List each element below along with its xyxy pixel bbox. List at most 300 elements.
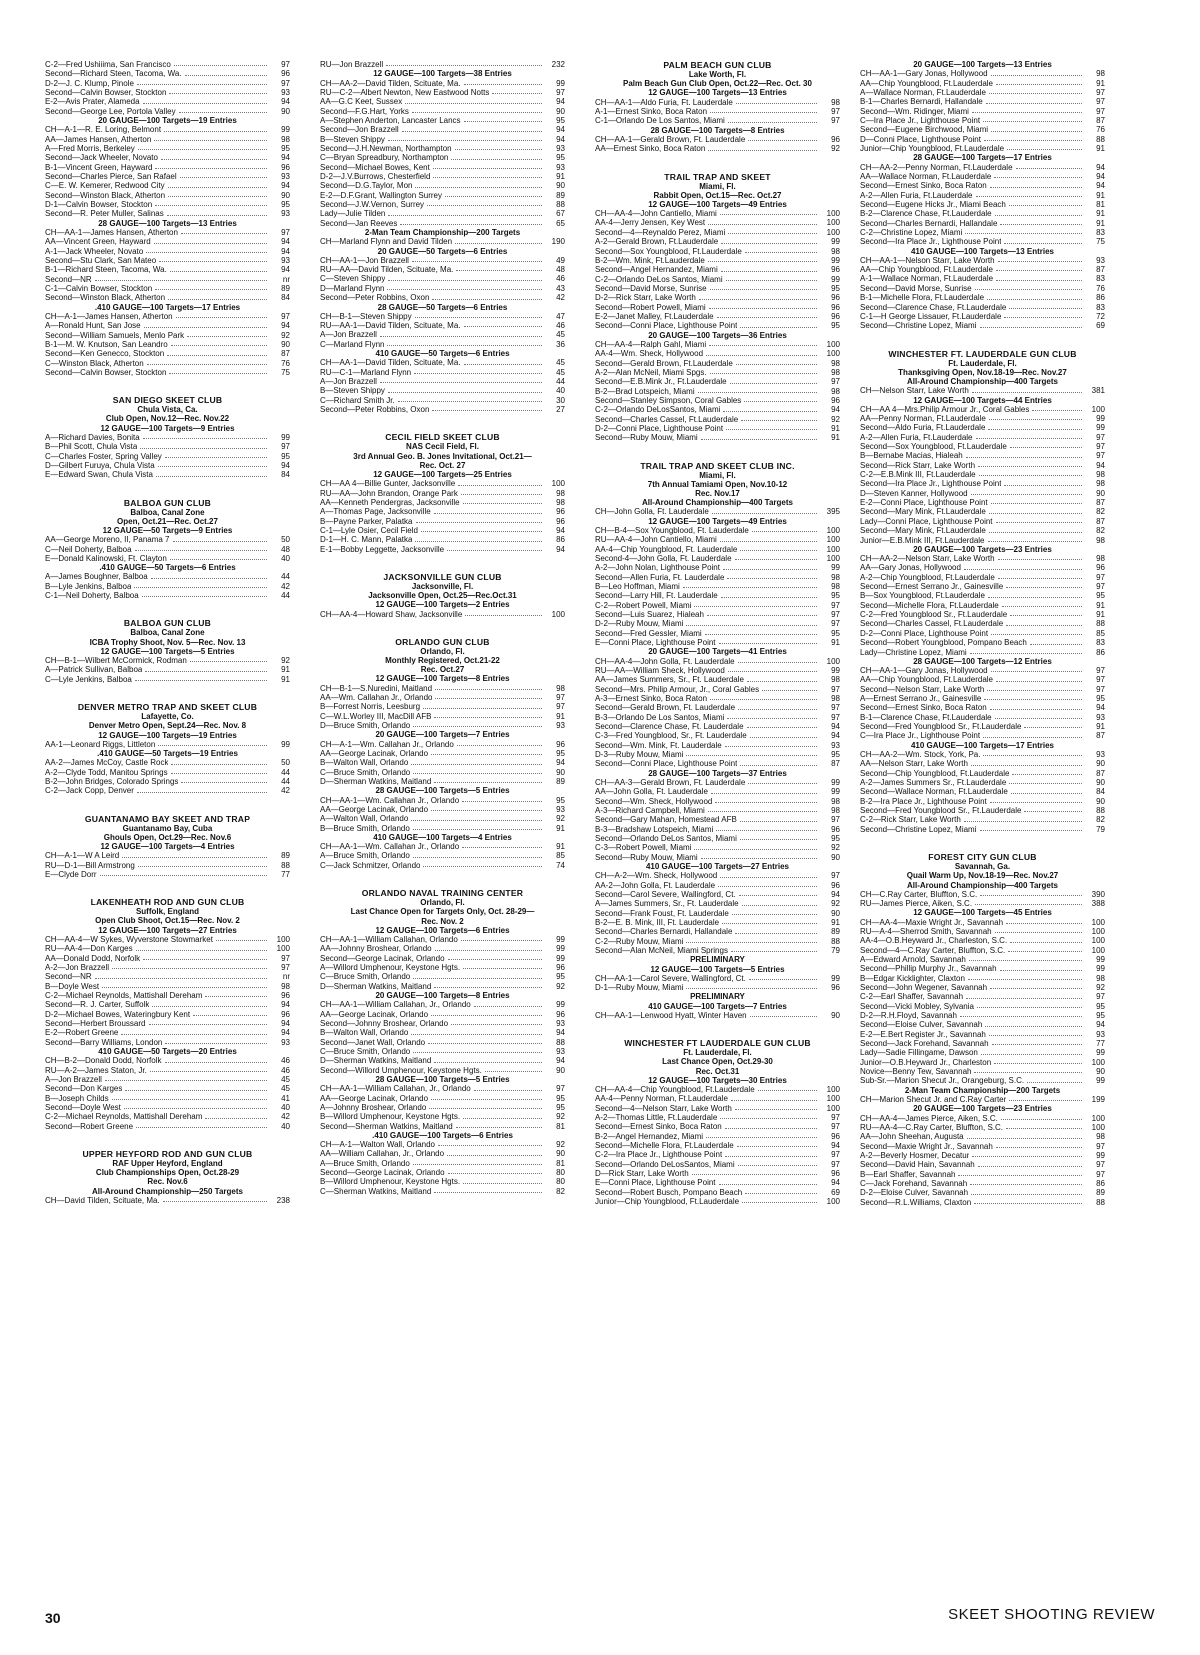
shooter-name: CH—AA-4—John Golla, Ft. Lauderdale <box>595 656 735 666</box>
result-row <box>860 638 1105 647</box>
dot-leader <box>742 899 817 905</box>
dot-leader <box>462 842 542 848</box>
dot-leader <box>958 1170 1082 1176</box>
dot-leader <box>174 60 267 66</box>
shooter-name: AA—Kenneth Pendergras, Jacksonville <box>320 497 460 507</box>
score: 98 <box>831 358 840 368</box>
score: 88 <box>556 1037 565 1047</box>
result-row <box>860 750 1105 759</box>
result-row <box>860 200 1105 209</box>
dot-leader <box>1004 312 1082 318</box>
dot-leader <box>434 982 542 988</box>
dot-leader <box>683 582 817 588</box>
result-row <box>320 1056 565 1065</box>
shooter-name: AA-4—Penny Norman, Ft.Lauderdale <box>595 1094 728 1104</box>
result-row <box>595 685 840 694</box>
result-row <box>45 1019 290 1028</box>
club-subheading: Last Chance Open for Targets Only, Oct. 28-29— <box>350 907 535 917</box>
club-section <box>45 60 290 377</box>
result-row <box>860 1170 1105 1179</box>
score: 65 <box>556 218 565 228</box>
shooter-name: Second—Clarence Chase, Ft.Lauderdale <box>860 302 1007 312</box>
score: 50 <box>281 535 290 545</box>
score: 90 <box>1096 488 1105 498</box>
event-heading: 12 GAUGE—100 Targets—45 Entries <box>913 908 1052 918</box>
shooter-name: C-2—Fred Ushiiima, San Francisco <box>45 60 171 69</box>
score: 96 <box>281 1009 290 1019</box>
score: 90 <box>556 181 565 191</box>
score: 99 <box>556 953 565 963</box>
result-row <box>320 777 565 786</box>
result-row <box>595 573 840 582</box>
event-heading: 12 GAUGE—100 Targets—44 Entries <box>913 395 1052 405</box>
result-row <box>595 1160 840 1169</box>
result-row <box>595 797 840 806</box>
shooter-name: AA—James Summers, Sr., Ft. Lauderdale <box>595 675 744 685</box>
result-row <box>860 554 1105 563</box>
result-row <box>860 293 1105 302</box>
shooter-name: Junior—E.B.Mink III, Ft.Lauderdale <box>860 535 985 545</box>
score: 93 <box>556 804 565 814</box>
shooter-name: A-2—Alan McNeil, Miami Spgs. <box>595 367 707 377</box>
result-row <box>860 144 1105 153</box>
dot-leader <box>1010 442 1082 448</box>
result-row <box>860 731 1105 740</box>
result-row <box>595 368 840 377</box>
result-row <box>595 433 840 442</box>
club-subheading: Last Chance Open, Oct.29-30 <box>662 1057 773 1067</box>
score: 97 <box>281 60 290 69</box>
score: 99 <box>831 973 840 983</box>
dot-leader <box>124 1103 267 1109</box>
shooter-name: D-2—Michael Bowes, Wateringbury Kent <box>45 1009 191 1019</box>
shooter-name: Second—George Lacinak, Orlando <box>320 953 445 963</box>
shooter-name: A—Willord Umphenour, Keystone Hgts. <box>320 962 461 972</box>
result-row <box>45 944 290 953</box>
shooter-name: Second—Charles Cassel, Ft.Lauderdale <box>595 414 739 424</box>
result-row <box>45 452 290 461</box>
dot-leader <box>989 1030 1082 1036</box>
dot-leader <box>411 814 542 820</box>
score: 97 <box>1096 1169 1105 1179</box>
club-name: ORLANDO GUN CLUB <box>395 636 490 647</box>
page-number: 30 <box>45 1610 61 1626</box>
score: 27 <box>556 405 565 415</box>
event-heading: 12 GAUGE—100 Targets—9 Entries <box>100 423 235 433</box>
score: 100 <box>1091 936 1105 946</box>
result-row <box>595 1141 840 1150</box>
shooter-name: AA—John Sheehan, Augusta <box>860 1132 964 1142</box>
shooter-name: A—Bruce Smith, Orlando <box>320 1158 410 1168</box>
result-row <box>860 890 1105 899</box>
dot-leader <box>709 340 817 346</box>
shooter-name: Second—Luis Suarez, Hialeah <box>595 610 704 620</box>
shooter-name: Second—Ira Place Jr., Lighthouse Point <box>860 237 1002 247</box>
score: 79 <box>831 946 840 955</box>
score: 87 <box>281 349 290 359</box>
club-subheading: Orlando, Fl. <box>420 646 465 656</box>
score: 90 <box>556 767 565 777</box>
shooter-name: B-1—Vincent Green, Hayward <box>45 162 153 172</box>
dot-leader <box>735 554 817 560</box>
result-row <box>595 946 840 955</box>
dot-leader <box>434 712 542 718</box>
score: 99 <box>1096 414 1105 424</box>
result-row <box>45 125 290 134</box>
result-row <box>45 870 290 879</box>
score: 93 <box>1096 1029 1105 1039</box>
event-heading: 20 GAUGE—100 Targets—41 Entries <box>648 647 787 657</box>
shooter-name: CH—John Golla, Ft. Lauderdale <box>595 507 709 517</box>
score: 94 <box>556 544 565 554</box>
shooter-name: Second—Barry Williams, London <box>45 1037 163 1047</box>
shooter-name: CH—AA-1—Aldo Furia, Ft. Lauderdale <box>595 97 733 107</box>
dot-leader <box>960 1011 1082 1017</box>
result-row <box>860 591 1105 600</box>
club-name: JACKSONVILLE GUN CLUB <box>383 571 502 582</box>
score: 44 <box>281 776 290 786</box>
result-row <box>320 1122 565 1131</box>
result-row <box>320 237 565 246</box>
result-row <box>595 1150 840 1159</box>
score: 42 <box>556 293 565 303</box>
club-section <box>45 395 290 479</box>
score: 95 <box>831 834 840 844</box>
score: 95 <box>556 795 565 805</box>
shooter-name: RU—C-1—Marland Flynn <box>320 367 412 377</box>
result-row <box>595 424 840 433</box>
result-row <box>860 797 1105 806</box>
dot-leader <box>984 694 1082 700</box>
dot-leader <box>970 648 1082 654</box>
shooter-name: AA—Donald Dodd, Norfolk <box>45 953 141 963</box>
score: 82 <box>1096 507 1105 517</box>
shooter-name: Second—Maxie Wright Jr., Savannah <box>860 1141 993 1151</box>
result-row <box>45 181 290 190</box>
event-heading: 28 GAUGE—100 Targets—12 Entries <box>913 656 1052 666</box>
result-row <box>595 601 840 610</box>
dot-leader <box>431 805 542 811</box>
result-row <box>320 386 565 395</box>
result-row <box>860 666 1105 675</box>
dot-leader <box>105 1075 267 1081</box>
club-subheading: Savannah, Ga. <box>954 862 1011 872</box>
score: 98 <box>1096 1132 1105 1142</box>
shooter-name: A-2—Chip Youngblood, Ft.Lauderdale <box>860 572 995 582</box>
dot-leader <box>412 107 542 113</box>
shooter-name: Second—Eugene Hicks Jr., Miami Beach <box>860 199 1006 209</box>
result-row <box>860 470 1105 479</box>
dot-leader <box>434 777 542 783</box>
score: 98 <box>556 683 565 693</box>
shooter-name: B—Steven Shippy <box>320 134 385 144</box>
club-subheading: Rec. Oct.27 <box>420 665 465 675</box>
event-heading: 28 GAUGE—100 Targets—13 Entries <box>98 218 237 228</box>
dot-leader <box>1006 582 1082 588</box>
dot-leader <box>740 321 817 327</box>
result-row <box>320 526 565 535</box>
score: 100 <box>1091 945 1105 955</box>
dot-leader <box>978 461 1082 467</box>
dot-leader <box>438 1140 542 1146</box>
shooter-name: RU—AA—David Tilden, Scituate, Ma. <box>320 265 454 275</box>
dot-leader <box>136 1122 267 1128</box>
dot-leader <box>154 135 267 141</box>
score: 75 <box>1096 237 1105 247</box>
score: 97 <box>556 1084 565 1094</box>
shooter-name: B—Joseph Childs <box>45 1093 109 1103</box>
score: 93 <box>556 143 565 153</box>
score: 92 <box>1096 983 1105 992</box>
score: 94 <box>1096 460 1105 470</box>
score: 96 <box>831 311 840 321</box>
shooter-name: B-1—Michelle Flora, Ft.Lauderdale <box>860 293 985 303</box>
score: 95 <box>556 1102 565 1112</box>
dot-leader <box>1000 219 1082 225</box>
club-subheading: Chula Vista, Ca. <box>137 405 198 415</box>
dot-leader <box>1011 787 1082 793</box>
dot-leader <box>728 116 817 122</box>
result-row <box>320 1112 565 1121</box>
event-heading: 28 GAUGE—50 Targets—6 Entries <box>377 302 508 312</box>
result-row <box>45 79 290 88</box>
result-row <box>320 740 565 749</box>
result-row <box>860 1114 1105 1123</box>
result-row <box>595 387 840 396</box>
shooter-name: AA—Gary Jonas, Hollywood <box>860 563 961 573</box>
shooter-name: Second—Orlando DeLosSantos, Miami <box>595 1159 735 1169</box>
result-row <box>860 582 1105 591</box>
score: 91 <box>1096 610 1105 620</box>
dot-leader <box>983 116 1082 122</box>
dot-leader <box>1009 303 1082 309</box>
shooter-name: Second—David Hain, Savannah <box>860 1160 975 1170</box>
shooter-name: B—Forrest Norris, Leesburg <box>320 702 421 712</box>
result-row <box>595 890 840 899</box>
result-row <box>595 275 840 284</box>
dot-leader <box>187 331 267 337</box>
dot-leader <box>432 293 542 299</box>
dot-leader <box>726 275 817 281</box>
dot-leader <box>402 125 542 131</box>
club-subheading: Suffolk, England <box>135 907 200 917</box>
score: 93 <box>556 1046 565 1056</box>
score: 97 <box>556 693 565 703</box>
dot-leader <box>169 368 267 374</box>
result-row <box>320 935 565 944</box>
dot-leader <box>161 153 267 159</box>
dot-leader <box>748 135 817 141</box>
score: 93 <box>1096 255 1105 265</box>
dot-leader <box>135 675 267 681</box>
dot-leader <box>725 741 817 747</box>
score: 42 <box>281 581 290 591</box>
score: 95 <box>556 153 565 163</box>
shooter-name: B—Phil Scott, Chula Vista <box>45 442 138 452</box>
score: 100 <box>551 479 565 489</box>
result-row <box>320 702 565 711</box>
result-row <box>320 312 565 321</box>
dot-leader <box>400 219 542 225</box>
score: 100 <box>826 535 840 545</box>
result-row <box>860 1142 1105 1151</box>
event-heading: 410 GAUGE—50 Targets—20 Entries <box>98 1047 237 1057</box>
shooter-name: Second—Conni Place, Lighthouse Point <box>595 759 738 769</box>
result-row <box>320 1028 565 1037</box>
shooter-name: CH—B-1—S.Nuredini, Maitland <box>320 683 433 693</box>
result-row <box>860 116 1105 125</box>
dot-leader <box>710 368 817 374</box>
dot-leader <box>699 293 817 299</box>
shooter-name: B—Leo Hoffman, Miami <box>595 582 680 592</box>
result-row <box>860 713 1105 722</box>
club-name: PALM BEACH GUN CLUB <box>663 60 772 70</box>
shooter-name: CH—Nelson Starr, Lake Worth <box>860 386 969 396</box>
shooter-name: CH—A-1—Wm. Callahan Jr., Orlando <box>320 739 454 749</box>
score: 83 <box>1096 274 1105 284</box>
dot-leader <box>974 1198 1082 1204</box>
event-heading: .410 GAUGE—50 Targets—6 Entries <box>99 563 236 573</box>
shooter-name: C-2—Fred Youngblood Sr., Ft.Lauderdale <box>860 610 1008 620</box>
column-1 <box>45 60 290 1213</box>
dot-leader <box>991 125 1082 131</box>
dot-leader <box>1000 964 1082 970</box>
shooter-name: Second—Eloise Culver, Savannah <box>860 1020 983 1030</box>
result-row <box>320 293 565 302</box>
result-row <box>595 1113 840 1122</box>
dot-leader <box>156 470 267 476</box>
result-row <box>45 275 290 284</box>
shooter-name: D—Gilbert Furuya, Chula Vista <box>45 460 155 470</box>
score: 96 <box>831 134 840 144</box>
result-row <box>595 1104 840 1113</box>
score: 100 <box>826 218 840 228</box>
dot-leader <box>169 88 267 94</box>
shooter-name: RU—AA-4—Don Karges <box>45 944 133 954</box>
club-section <box>595 1038 840 1206</box>
event-heading: 12 GAUGE—100 Targets—49 Entries <box>648 199 787 209</box>
result-row <box>45 200 290 209</box>
score: 96 <box>831 265 840 275</box>
score: 95 <box>556 972 565 982</box>
score: 100 <box>826 1085 840 1094</box>
event-heading: 410 GAUGE—100 Targets—4 Entries <box>373 832 512 842</box>
result-row <box>320 1187 565 1196</box>
dot-leader <box>983 731 1082 737</box>
score: 99 <box>1096 1048 1105 1058</box>
event-heading: All-Around Championship—400 Targets <box>907 880 1058 890</box>
dot-leader <box>752 526 817 532</box>
score: 100 <box>826 553 840 563</box>
score: 94 <box>281 1000 290 1010</box>
event-heading: 12 GAUGE—50 Targets—9 Entries <box>102 526 233 535</box>
dot-leader <box>464 116 542 122</box>
dot-leader <box>216 935 267 941</box>
result-row <box>860 974 1105 983</box>
result-row <box>860 563 1105 572</box>
club-subheading: 3rd Annual Geo. B. Jones Invitational, Oct.21— <box>353 451 532 461</box>
score: 94 <box>281 460 290 470</box>
score: 40 <box>556 386 565 396</box>
event-heading: 410 GAUGE—100 Targets—13 Entries <box>910 246 1055 256</box>
score: 97 <box>831 815 840 825</box>
shooter-name: B—Bernabe Macias, Hialeah <box>860 451 963 461</box>
score: 90 <box>1096 778 1105 788</box>
dot-leader <box>721 591 817 597</box>
score: 99 <box>831 255 840 265</box>
shooter-name: E-2—Janet Malley, Ft.Lauderdale <box>595 311 714 321</box>
club-section <box>320 572 565 619</box>
club-section <box>320 432 565 554</box>
event-heading: 12 GAUGE—100 Targets—5 Entries <box>650 964 785 974</box>
club-name: FOREST CITY GUN CLUB <box>928 852 1037 863</box>
result-row <box>320 814 565 823</box>
result-row <box>595 545 840 554</box>
result-row <box>860 983 1105 992</box>
shooter-name: AA—Penny Norman, Ft.Lauderdale <box>860 414 986 424</box>
dot-leader <box>185 69 267 75</box>
score: 96 <box>556 962 565 972</box>
dot-leader <box>405 97 542 103</box>
dot-leader <box>698 387 817 393</box>
dot-leader <box>380 377 542 383</box>
dot-leader <box>987 293 1082 299</box>
shooter-name: D-2—Rick Starr, Lake Worth <box>595 293 696 303</box>
result-row <box>45 656 290 665</box>
result-row <box>45 293 290 302</box>
result-row <box>320 153 565 162</box>
score: 90 <box>831 1010 840 1020</box>
result-row <box>45 237 290 246</box>
result-row <box>595 871 840 880</box>
club-subheading: NAS Cecil Field, Fl. <box>406 442 479 452</box>
score: 92 <box>831 414 840 424</box>
result-row <box>595 937 840 946</box>
score: 98 <box>281 981 290 991</box>
dot-leader <box>977 1002 1082 1008</box>
score: 97 <box>1096 432 1105 442</box>
event-heading: 20 GAUGE—100 Targets—13 Entries <box>913 60 1052 69</box>
club-subheading: Ft. Lauderdale, Fl. <box>683 1048 752 1058</box>
score: 97 <box>1096 451 1105 461</box>
shooter-name: Second—John Wegener, Savannah <box>860 983 988 992</box>
dot-leader <box>386 60 542 66</box>
shooter-name: Second—Jack Wheeler, Novato <box>45 153 158 163</box>
shooter-name: AA-4—Jerry Jensen, Key West <box>595 218 706 228</box>
club-section <box>45 618 290 684</box>
result-row <box>595 1178 840 1187</box>
result-row <box>860 1067 1105 1076</box>
result-row <box>320 768 565 777</box>
club-subheading: Quail Warm Up, Nov.18-19—Rec. Nov.27 <box>906 871 1059 881</box>
shooter-name: Second—R. Peter Muller, Salinas <box>45 209 164 219</box>
score: 93 <box>1096 712 1105 722</box>
score: 96 <box>556 516 565 526</box>
score: 95 <box>556 1093 565 1103</box>
shooter-name: A—Thomas Page, Jacksonville <box>320 507 431 517</box>
dot-leader <box>686 937 817 943</box>
shooter-name: AA—George Lacinak, Orlando <box>320 1093 429 1103</box>
dot-leader <box>464 321 543 327</box>
shooter-name: AA—Chip Youngblood, Ft.Lauderdale <box>860 675 993 685</box>
dot-leader <box>125 1084 267 1090</box>
dot-leader <box>741 415 817 421</box>
dot-leader <box>964 563 1082 569</box>
shooter-name: Second—Rick Starr, Lake Worth <box>860 460 976 470</box>
dot-leader <box>986 97 1082 103</box>
dot-leader <box>140 442 267 448</box>
result-row <box>595 909 840 918</box>
